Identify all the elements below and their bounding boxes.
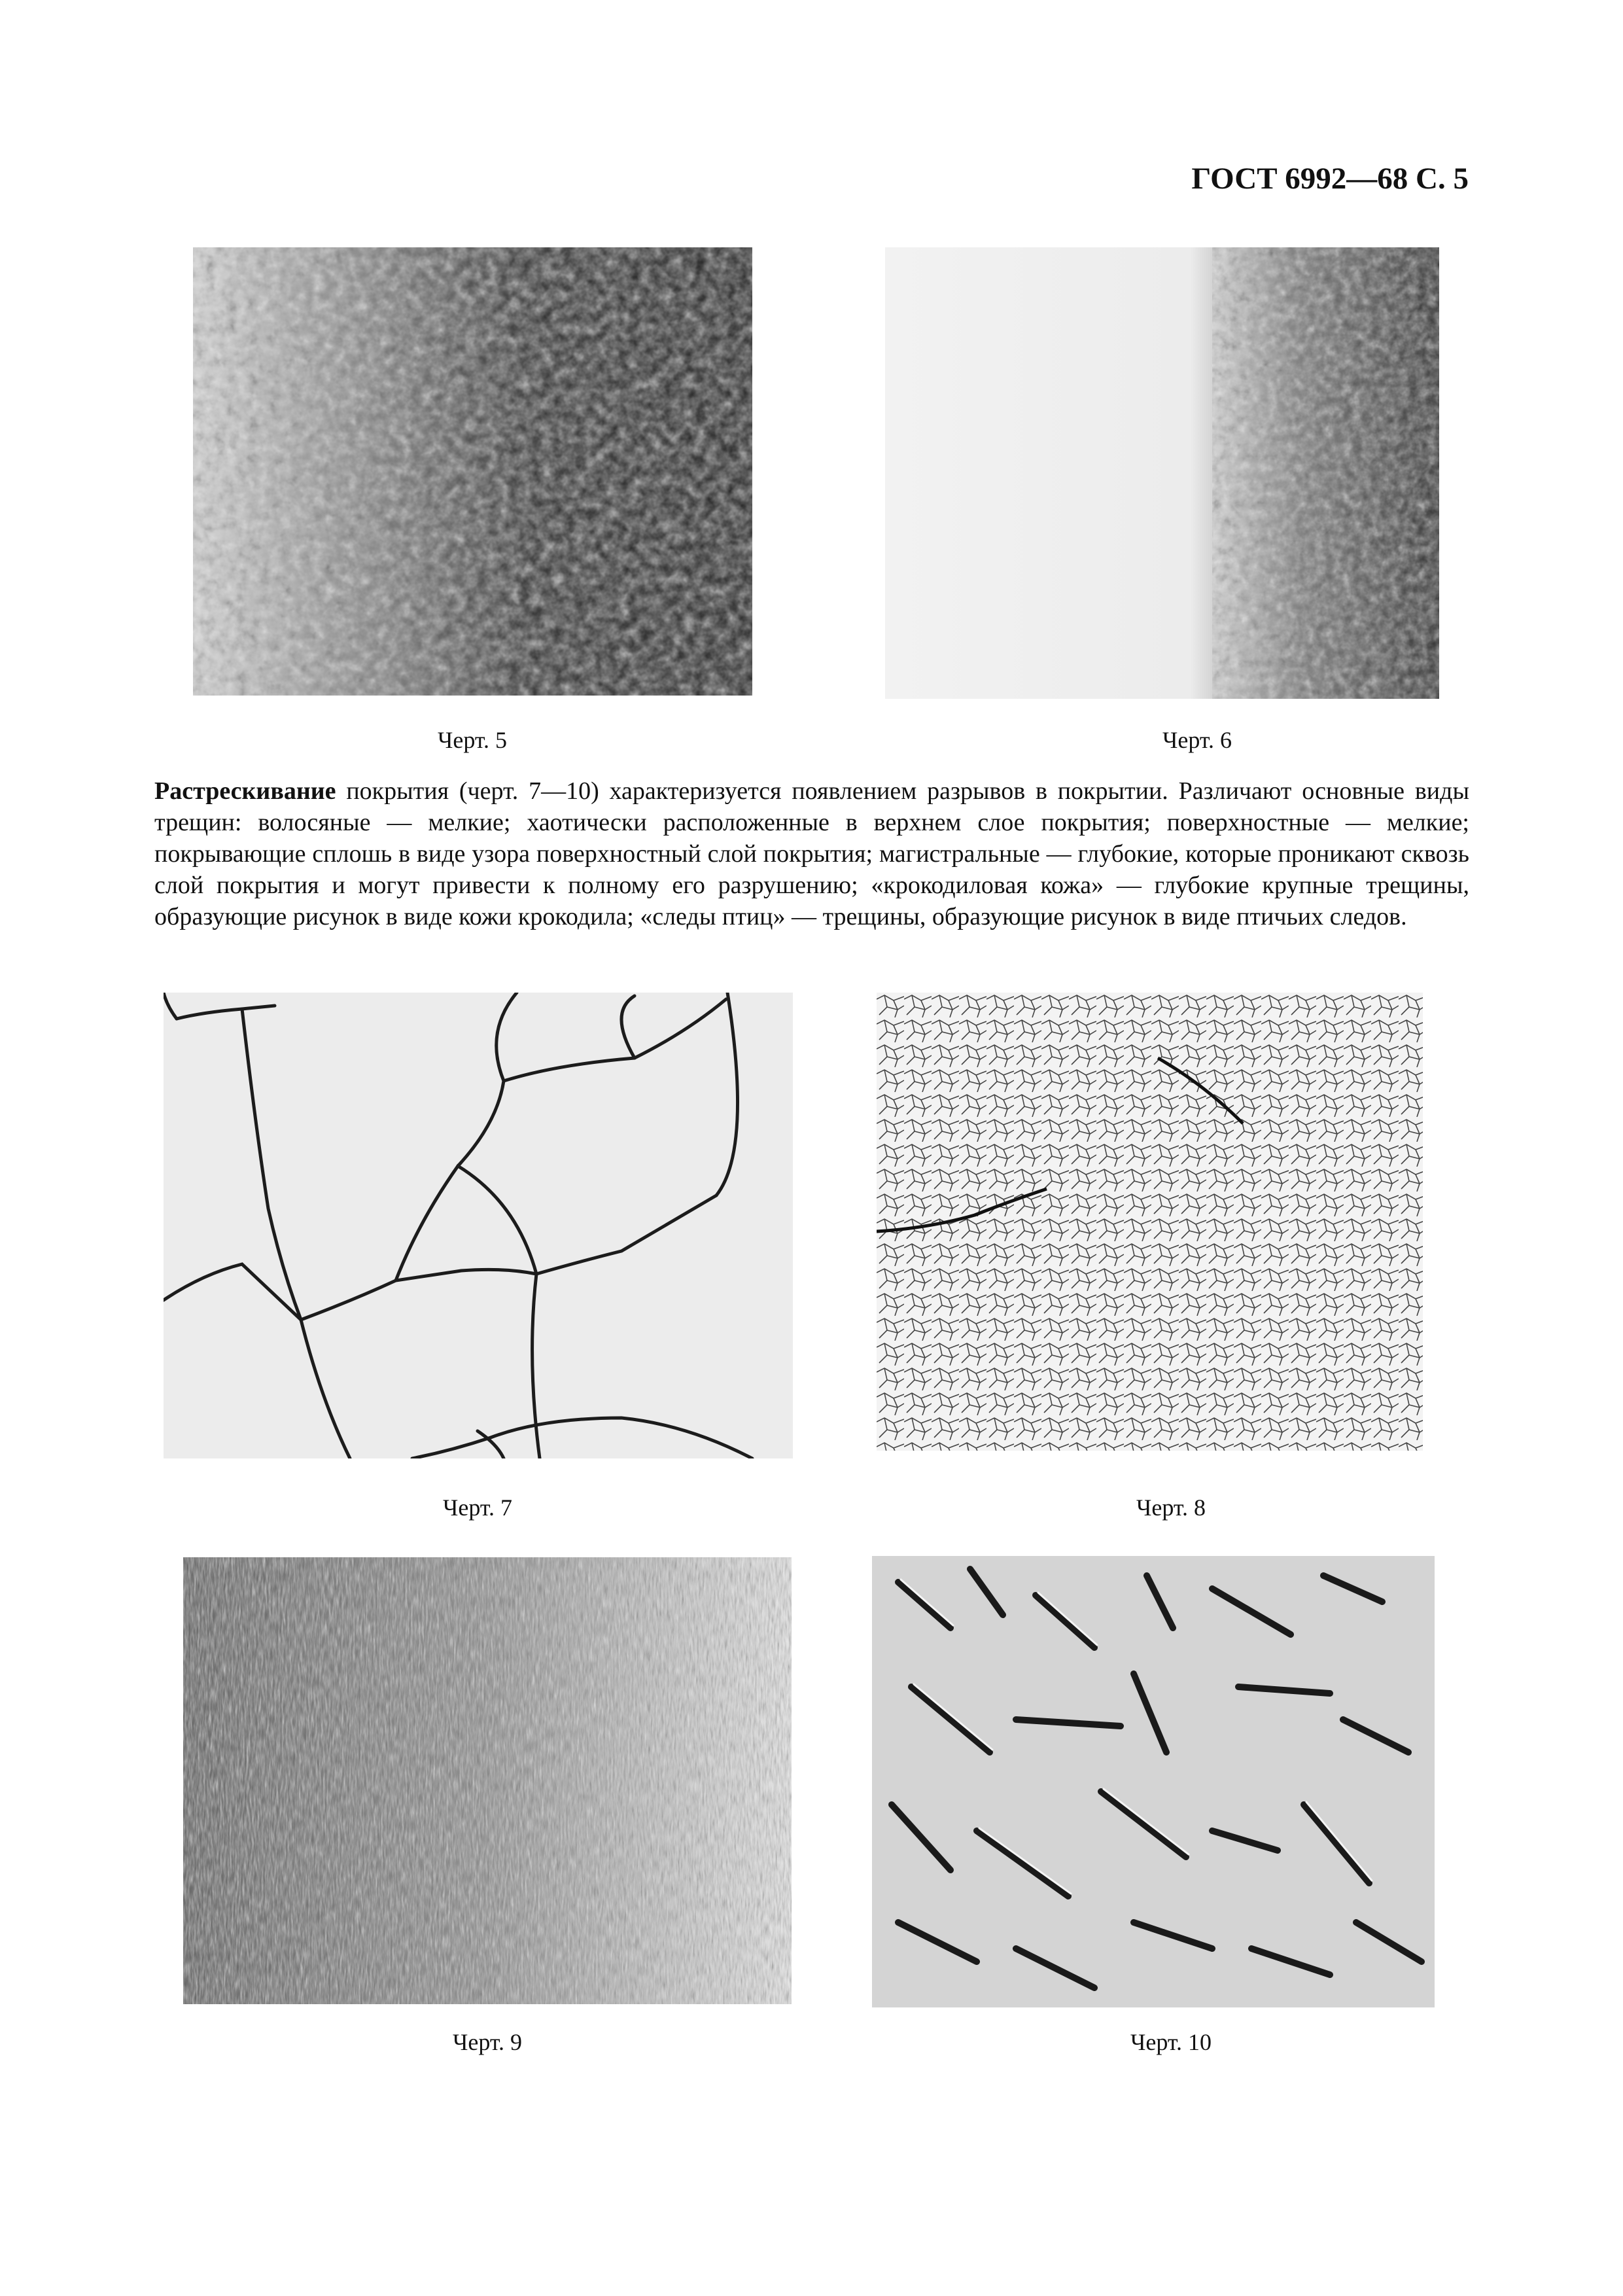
page-header: ГОСТ 6992—68 С. 5: [1191, 162, 1469, 196]
paragraph-text: покрытия (черт. 7—10) характеризуется появлением разрывов в покрытии. Различают основные виды трещин: волосяные — мелкие; хаотически расположенные в верхнем слое покрытия; поверхностные — мелкие; покрывающие сплошь в виде узора поверхностный слой покрытия; магистральные — глубокие, которые проникают сквозь слой покрытия и могут привести к полному его разрушению; «крокодиловая кожа» — глубокие крупные трещины, образующие рисунок в виде кожи крокодила; «следы птиц» — трещины, образующие рисунок в виде птичьих следов.: [154, 777, 1469, 930]
paragraph-cracking: [154, 775, 1469, 932]
paragraph-term: Растрескивание: [154, 777, 336, 805]
figure-8-image: [877, 993, 1423, 1451]
figure-8-caption: Черт. 8: [1136, 1494, 1206, 1521]
figure-5-caption: Черт. 5: [438, 727, 507, 753]
figure-7-image: [164, 993, 793, 1458]
figure-6-caption: Черт. 6: [1162, 727, 1232, 753]
figure-5-image: [193, 247, 752, 696]
figure-7-caption: Черт. 7: [443, 1494, 512, 1521]
figure-10-caption: Черт. 10: [1130, 2029, 1212, 2055]
figure-9-caption: Черт. 9: [453, 2029, 522, 2055]
figure-9-image: [183, 1557, 792, 2004]
figure-6-image: [885, 247, 1439, 699]
figure-10-image: [872, 1556, 1435, 2007]
